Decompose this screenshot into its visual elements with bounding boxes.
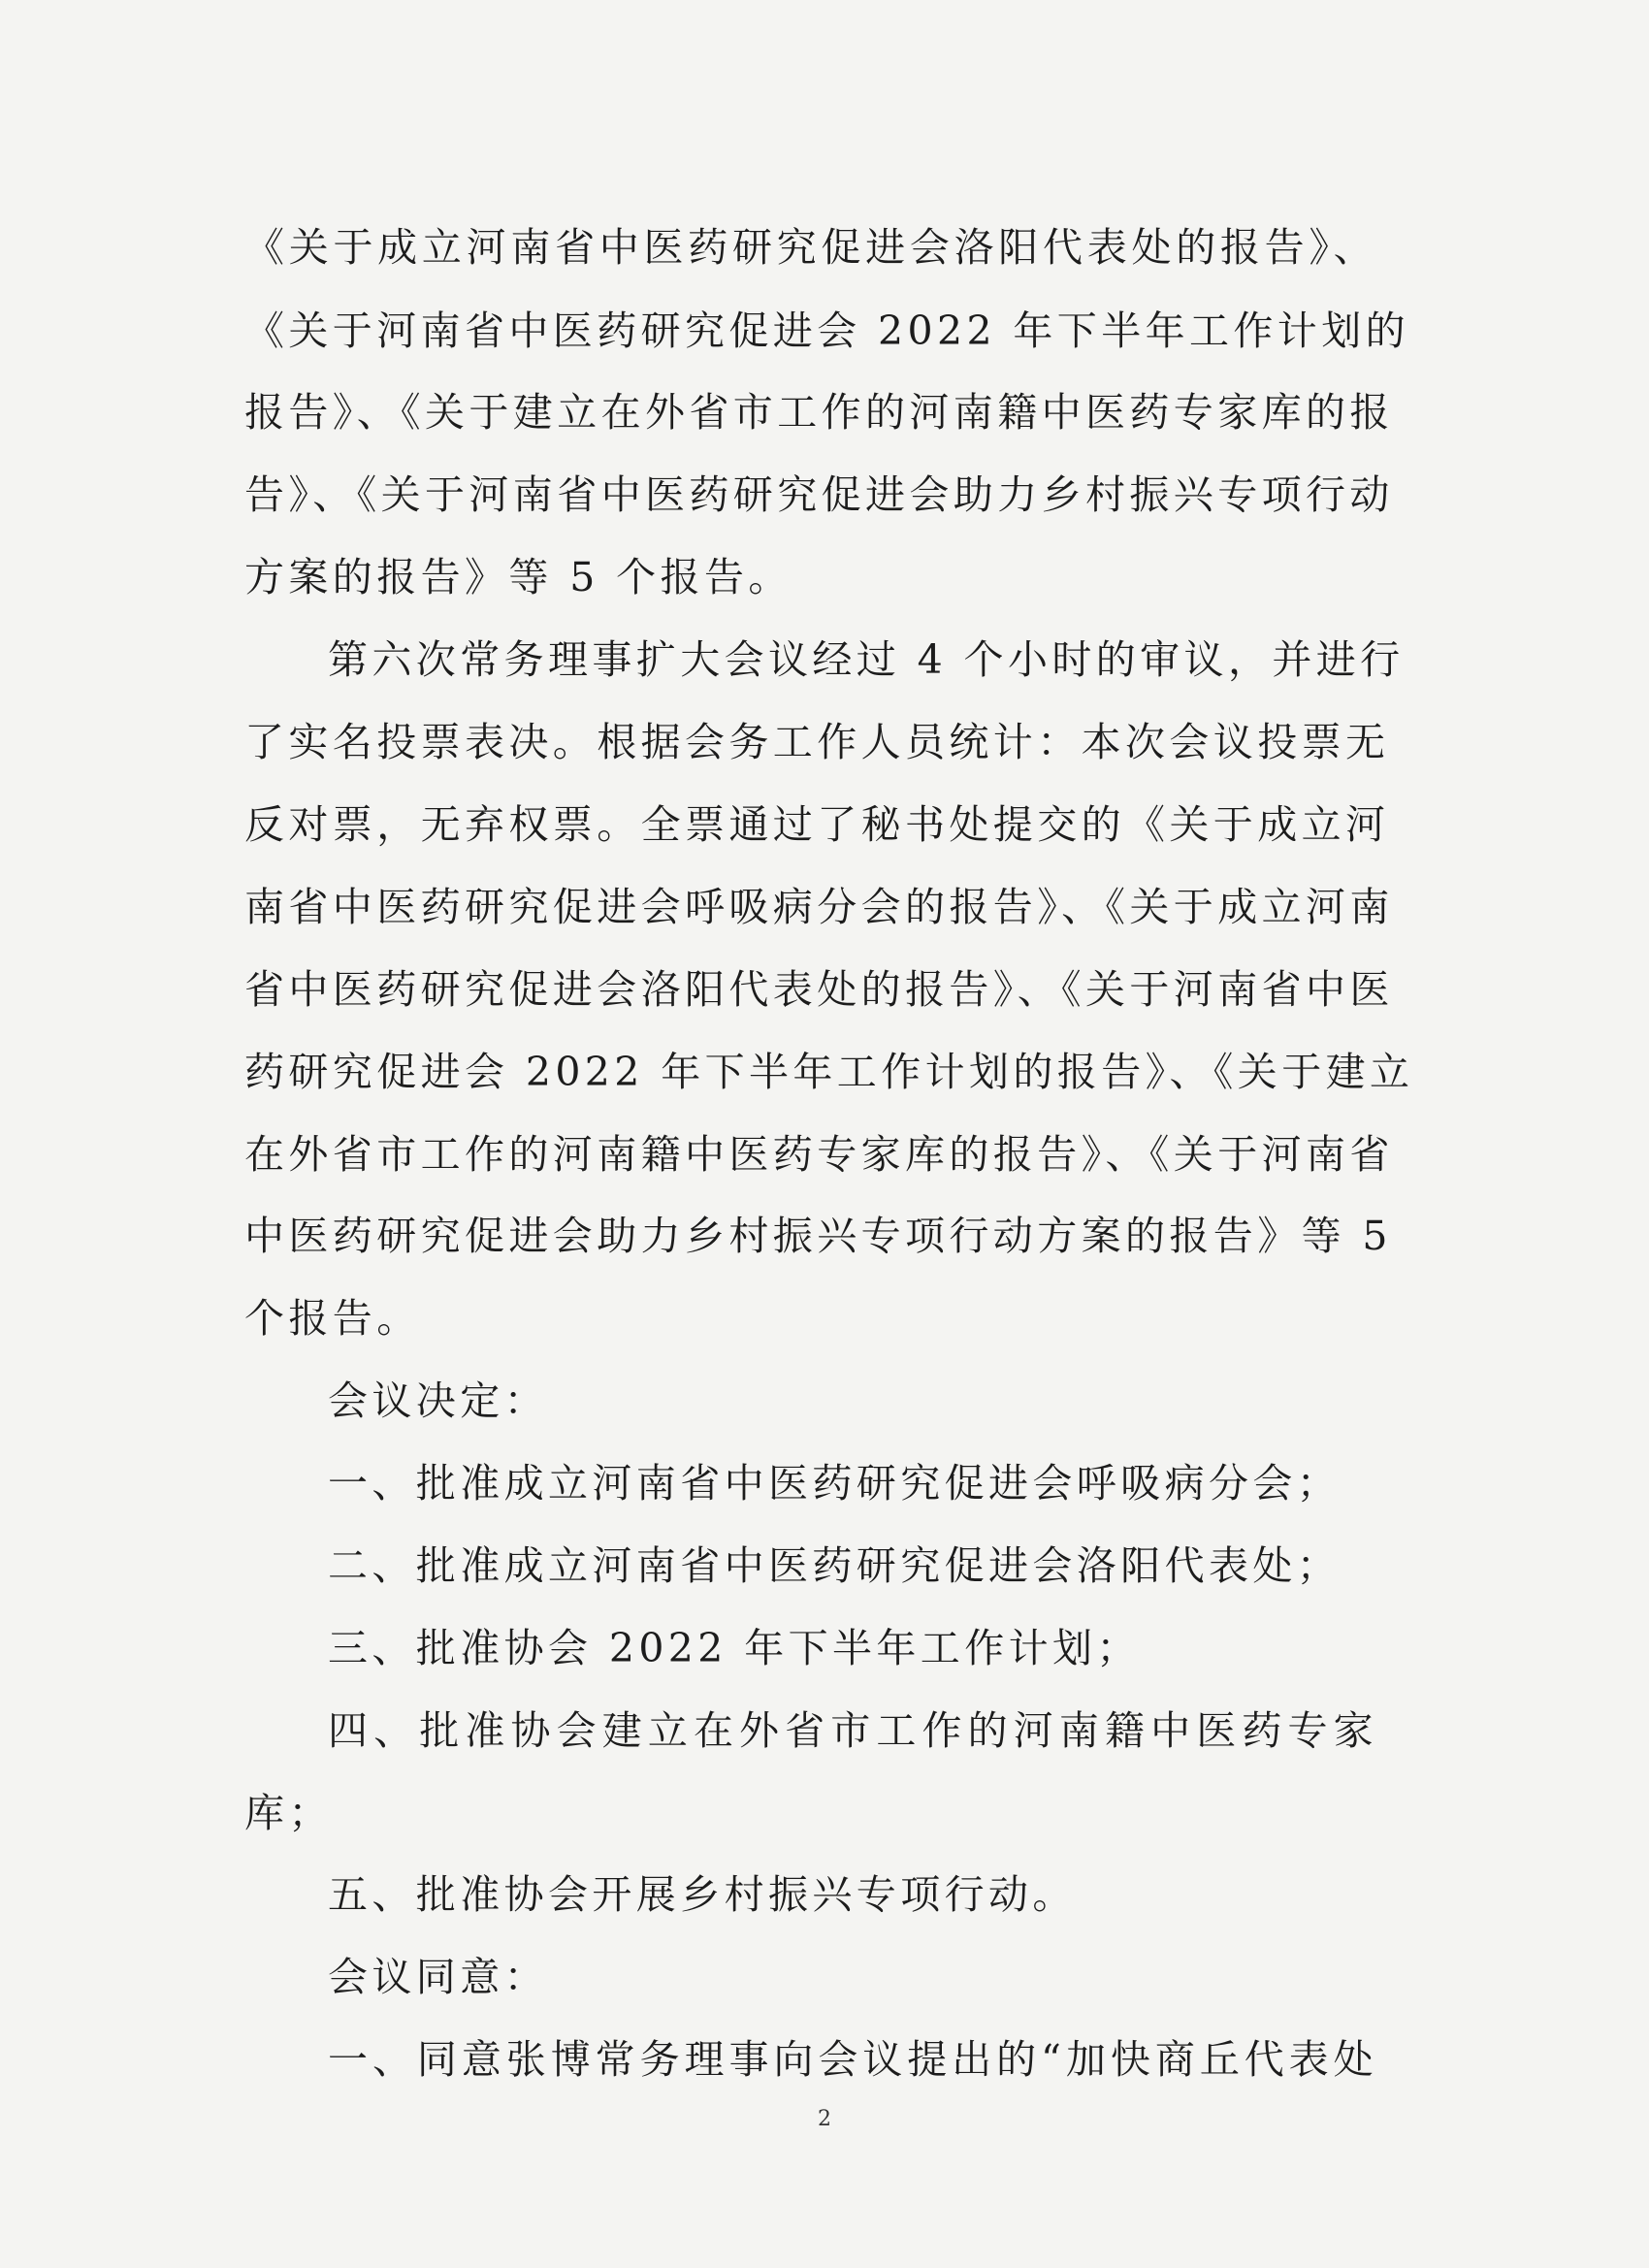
text-line: 省中医药研究促进会洛阳代表处的报告》、《关于河南省中医: [244, 966, 1394, 1013]
decision-item: 五、批准协会开展乡村振兴专项行动。: [328, 1871, 1077, 1918]
section-heading: 会议决定：: [328, 1377, 548, 1424]
agreement-item: 一、同意张博常务理事向会议提出的“加快商丘代表处: [328, 2036, 1377, 2083]
text-line: 中医药研究促进会助力乡村振兴专项行动方案的报告》等 5: [244, 1213, 1392, 1259]
text-line: 告》、《关于河南省中医药研究促进会助力乡村振兴专项行动: [244, 471, 1394, 518]
text-line: 个报告。: [244, 1295, 421, 1342]
text-line: 报告》、《关于建立在外省市工作的河南籍中医药专家库的报: [244, 389, 1394, 436]
decision-item: 一、批准成立河南省中医药研究促进会呼吸病分会；: [328, 1460, 1342, 1507]
text-line: 《关于成立河南省中医药研究促进会洛阳代表处的报告》、: [244, 224, 1377, 271]
text-line: 南省中医药研究促进会呼吸病分会的报告》、《关于成立河南: [244, 884, 1394, 930]
decision-item: 二、批准成立河南省中医药研究促进会洛阳代表处；: [328, 1542, 1342, 1589]
decision-item-continuation: 库；: [244, 1790, 333, 1836]
text-line: 方案的报告》等 5 个报告。: [244, 554, 792, 600]
decision-item: 三、批准协会 2022 年下半年工作计划；: [328, 1625, 1141, 1671]
text-line: 《关于河南省中医药研究促进会 2022 年下半年工作计划的: [244, 308, 1410, 354]
text-line: 反对票，无弃权票。全票通过了秘书处提交的《关于成立河: [244, 801, 1390, 848]
decision-item: 四、批准协会建立在外省市工作的河南籍中医药专家: [328, 1707, 1377, 1754]
text-line: 药研究促进会 2022 年下半年工作计划的报告》、《关于建立: [244, 1049, 1414, 1095]
text-line: 了实名投票表决。根据会务工作人员统计：本次会议投票无: [244, 719, 1390, 765]
paragraph-first-line: 第六次常务理事扩大会议经过 4 个小时的审议，并进行: [328, 636, 1405, 683]
text-line: 在外省市工作的河南籍中医药专家库的报告》、《关于河南省: [244, 1131, 1394, 1178]
section-heading: 会议同意：: [328, 1954, 548, 2000]
page-number: 2: [818, 2107, 831, 2131]
